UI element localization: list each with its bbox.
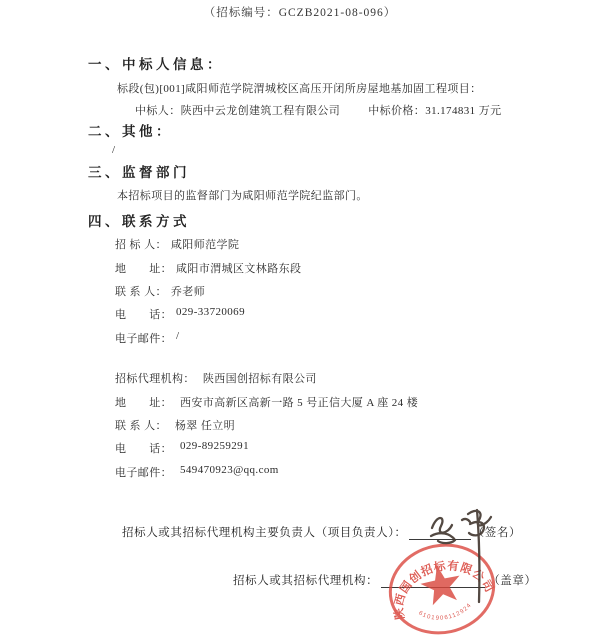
handwritten-signature [424,504,512,606]
address-value: 咸阳市渭城区文林路东段 [176,263,302,275]
agency-row [115,464,279,480]
tenderer-row [115,236,239,252]
agency-contact-value: 杨翠 任立明 [174,420,236,432]
agency-row [115,417,235,433]
agency-email-value: 549470923@qq.com [180,464,279,476]
section1-heading: 一、中标人信息： [88,57,224,72]
signature-suffix: （签名） [472,527,522,539]
agency-value: 陕西国创招标有限公司 [202,373,317,385]
tenderer-label: 招 标 人： [115,239,167,251]
contact-label: 联 系 人： [115,286,167,298]
agency-phone-label: 电 话： [115,443,172,455]
seal-serial-text: 6101906112924 [417,602,474,622]
agency-row [115,394,418,410]
contact-value: 乔老师 [170,286,206,298]
project-name: 标段(包)[001]咸阳师范学院渭城校区高压开闭所房屋地基加固工程项目： [117,83,482,95]
agency-address-value: 西安市高新区高新一路 5 号正信大厦 A 座 24 楼 [180,397,419,409]
tenderer-row [115,330,179,346]
email-label: 电子邮件： [115,333,172,345]
section3-heading: 三、监督部门 [88,165,190,180]
section4-heading: 四、联系方式 [88,214,190,229]
seal-suffix: （盖章） [488,575,537,587]
winner-price: 中标价格：31.174831 万元 [368,105,502,117]
tenderer-row [115,260,301,276]
section2-content: / [112,144,116,156]
agency-label: 招标代理机构： [115,373,195,385]
agency-row [115,370,317,386]
agency-phone-value: 029-89259291 [180,440,249,452]
email-value: / [176,330,180,342]
address-label: 地 址： [115,263,172,275]
agency-seal-label: 招标人或其招标代理机构： [233,575,379,587]
phone-label: 电 话： [115,309,172,321]
section3-content: 本招标项目的监督部门为咸阳师范学院纪监部门。 [117,190,368,202]
agency-row [115,440,249,456]
seal-ring-text: 陕西国创招标有限公司 [393,560,496,621]
tenderer-value: 咸阳师范学院 [170,239,240,251]
section2-heading: 二、其他： [88,124,173,139]
phone-value: 029-33720069 [176,306,245,318]
tenderer-row [115,283,205,299]
agency-contact-label: 联 系 人： [115,420,167,432]
agency-email-label: 电子邮件： [115,467,172,479]
principal-signature-label: 招标人或其招标代理机构主要负责人（项目负责人）： [122,527,407,539]
tenderer-row [115,306,245,322]
winner-line [135,102,502,118]
agency-address-label: 地 址： [115,397,172,409]
tender-number: （招标编号：GCZB2021-08-096） [203,7,397,19]
winner-name: 中标人：陕西中云龙创建筑工程有限公司 [135,105,341,117]
